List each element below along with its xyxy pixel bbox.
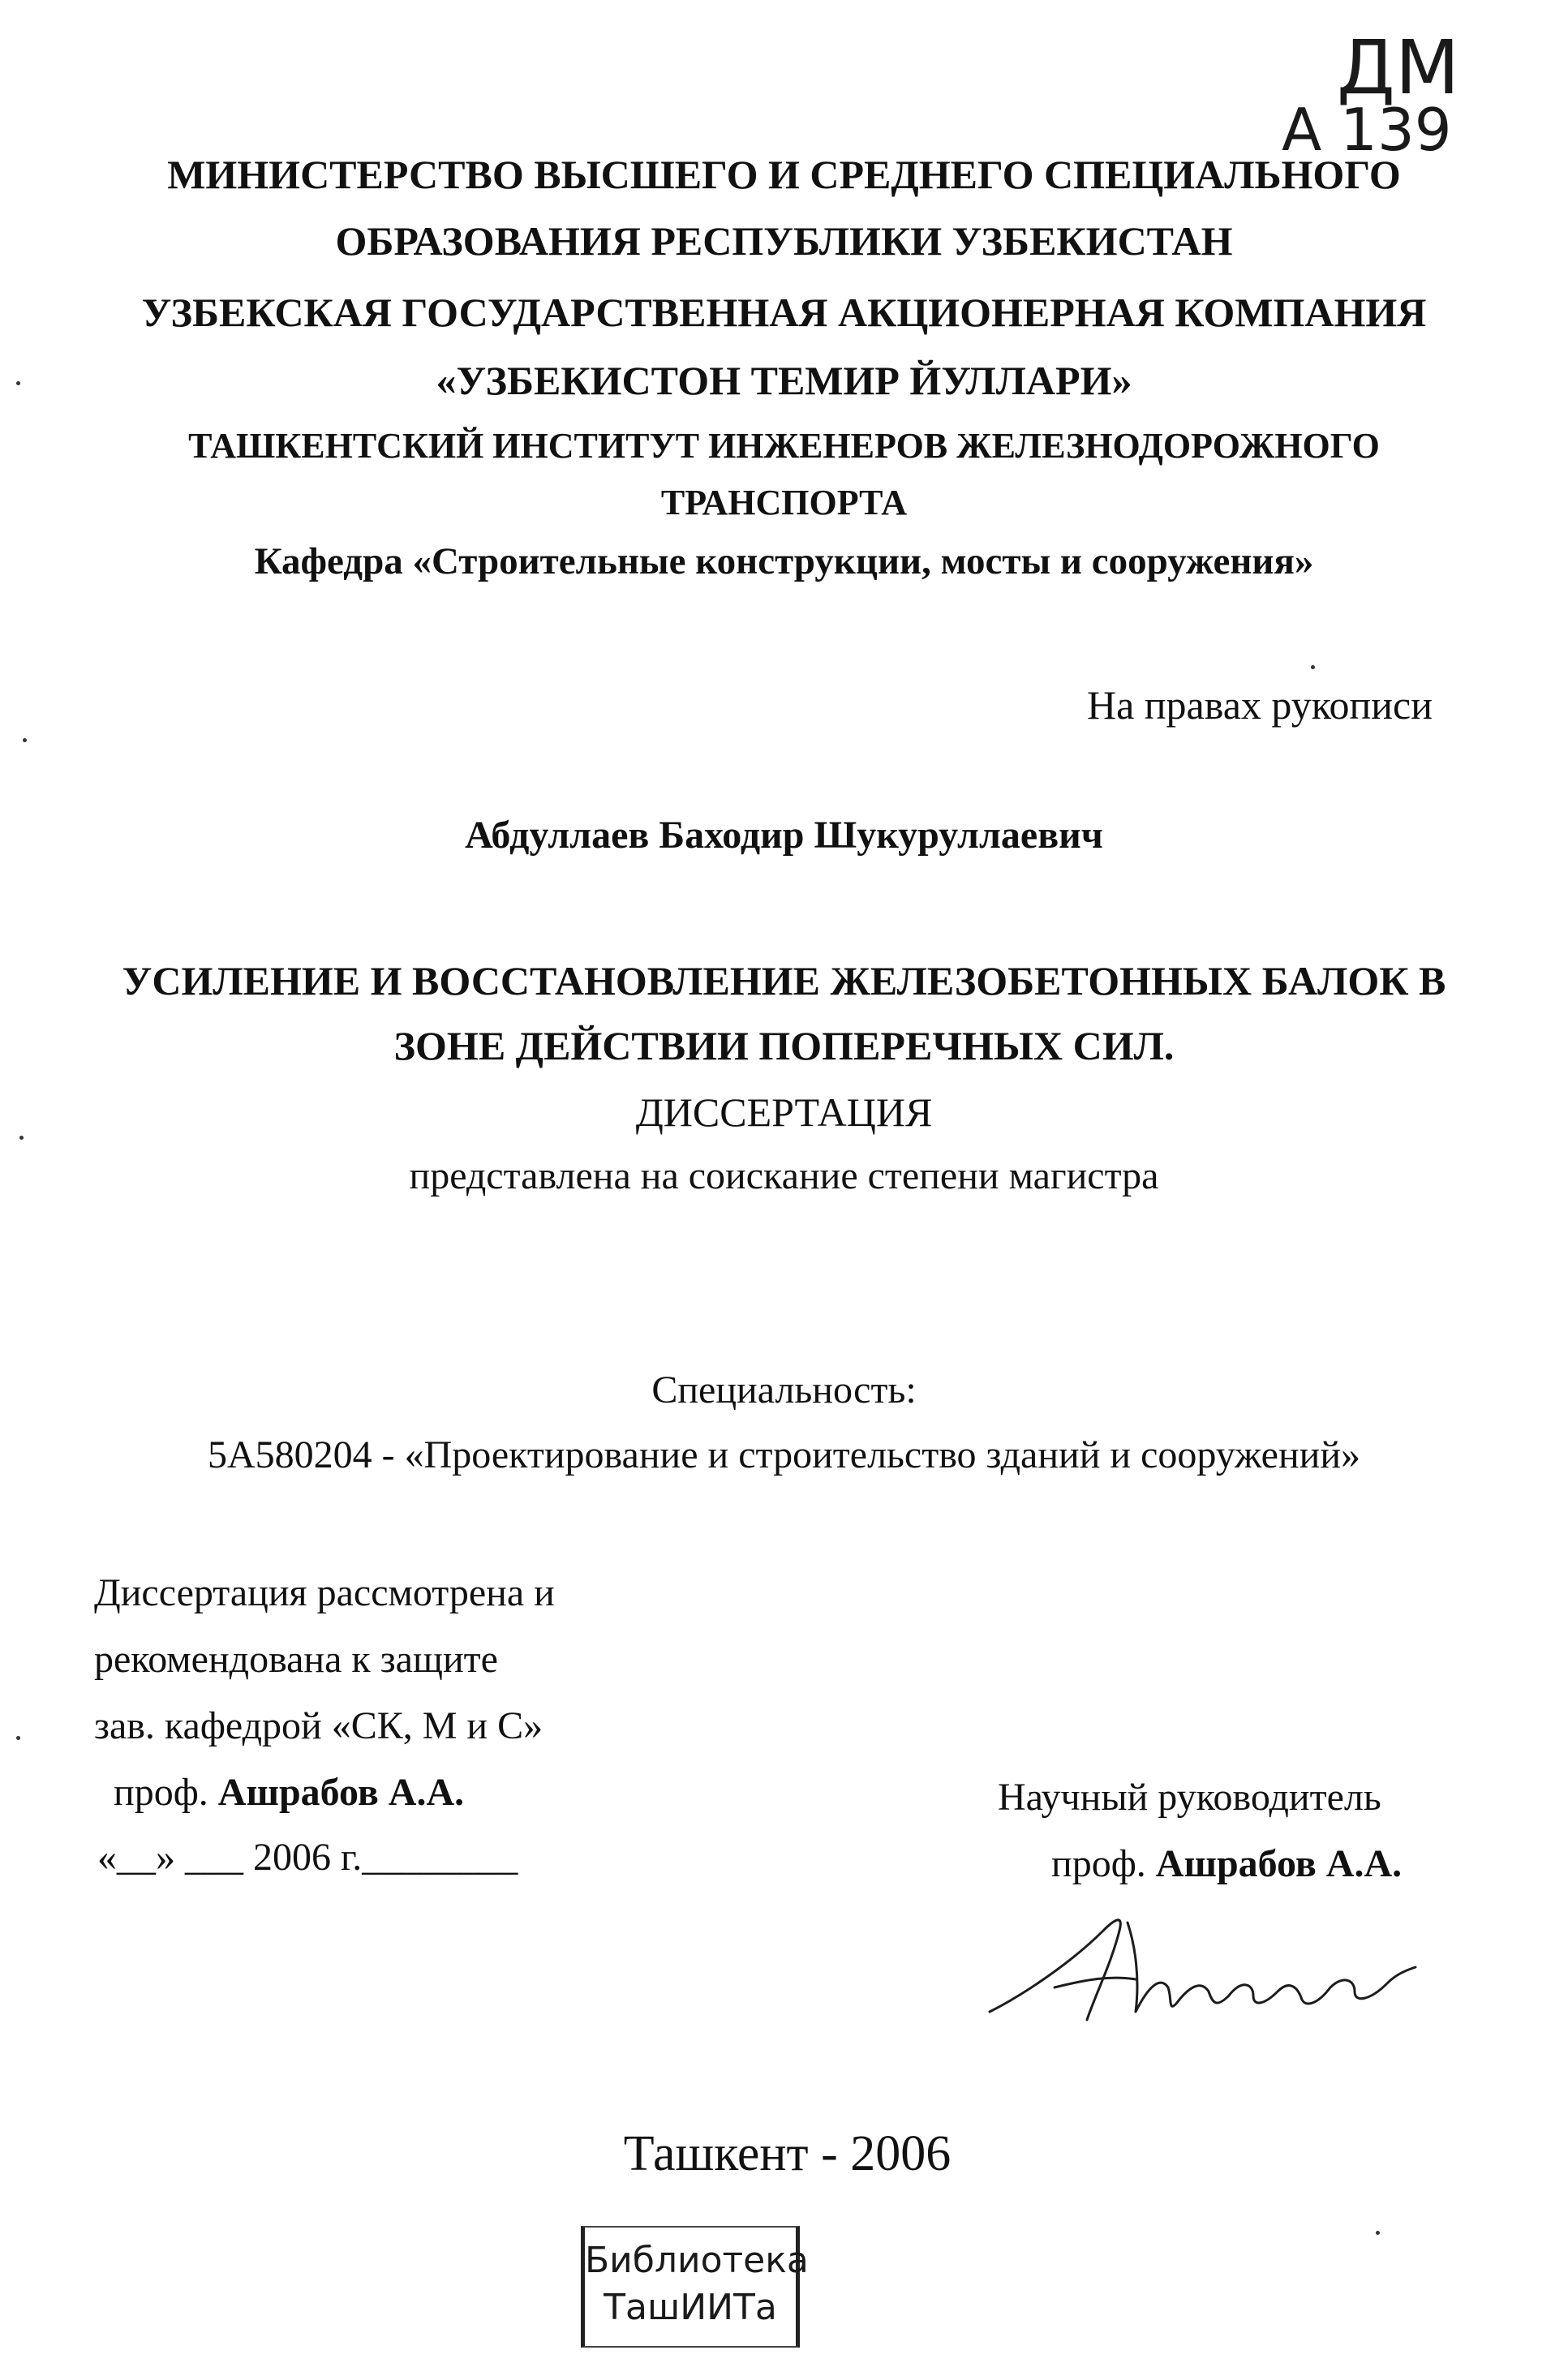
department-head xyxy=(114,1770,464,1815)
approval-date-year: 2006 г. xyxy=(253,1836,363,1879)
approval-signature-blank: ________ xyxy=(362,1836,518,1879)
department-head-name: Ашрабов А.А. xyxy=(217,1771,465,1814)
scan-speck xyxy=(16,381,20,385)
scan-speck xyxy=(1376,2231,1380,2235)
manuscript-note: На правах рукописи xyxy=(1087,682,1433,728)
ministry-line-2: ОБРАЗОВАНИЯ РЕСПУБЛИКИ УЗБЕКИСТАН xyxy=(335,218,1233,264)
library-stamp-line-1: Библиотека xyxy=(585,2240,809,2281)
scan-speck xyxy=(16,1736,20,1740)
author-name: Абдуллаев Баходир Шукуруллаевич xyxy=(465,814,1103,857)
company-line-1: УЗБЕКСКАЯ ГОСУДАРСТВЕННАЯ АКЦИОНЕРНАЯ КОМПАНИЯ xyxy=(141,290,1427,335)
institute-line-2: ТРАНСПОРТА xyxy=(660,483,908,522)
specialty-label: Специальность: xyxy=(651,1368,917,1411)
handwritten-code-bottom: А 139 xyxy=(1282,96,1452,164)
company-line-2: «УЗБЕКИСТОН ТЕМИР ЙУЛЛАРИ» xyxy=(436,358,1132,403)
thesis-title-line-1: УСИЛЕНИЕ И ВОССТАНОВЛЕНИЕ ЖЕЛЕЗОБЕТОННЫХ БАЛОК В xyxy=(122,958,1446,1003)
approval-date-day: «__» xyxy=(97,1836,175,1879)
supervisor xyxy=(1051,1841,1402,1886)
scan-speck xyxy=(1311,665,1315,669)
supervisor-name: Ашрабов А.А. xyxy=(1155,1842,1403,1885)
approval-line-2: рекомендована к защите xyxy=(94,1638,498,1681)
specialty-value: 5A580204 - «Проектирование и строительство зданий и сооружений» xyxy=(207,1433,1361,1476)
department-head-title: проф. xyxy=(114,1771,208,1814)
supervisor-title: проф. xyxy=(1051,1842,1146,1885)
department-line: Кафедра «Строительные конструкции, мосты и сооружения» xyxy=(254,540,1314,582)
city-year: Ташкент - 2006 xyxy=(623,2126,952,2181)
approval-date-month: ___ xyxy=(185,1836,243,1879)
scan-speck xyxy=(19,1136,24,1140)
library-stamp xyxy=(581,2226,809,2348)
thesis-title-line-2: ЗОНЕ ДЕЙСТВИИ ПОПЕРЕЧНЫХ СИЛ. xyxy=(393,1023,1175,1068)
document-type: ДИССЕРТАЦИЯ xyxy=(635,1089,933,1135)
supervisor-signature xyxy=(973,1898,1428,2036)
approval-line-3: зав. кафедрой «СК, М и С» xyxy=(94,1704,543,1747)
supervisor-label: Научный руководитель xyxy=(998,1776,1381,1819)
degree-note: представлена на соискание степени магистра xyxy=(409,1154,1159,1197)
approval-date xyxy=(97,1835,518,1880)
scan-speck xyxy=(23,738,27,742)
ministry-line-1: МИНИСТЕРСТВО ВЫСШЕГО И СРЕДНЕГО СПЕЦИАЛЬНОГО xyxy=(167,152,1401,197)
handwritten-code-top: ДМ xyxy=(1337,24,1460,111)
institute-line-1: ТАШКЕНТСКИЙ ИНСТИТУТ ИНЖЕНЕРОВ ЖЕЛЕЗНОДОРОЖНОГО xyxy=(188,426,1380,466)
approval-line-1: Диссертация рассмотрена и xyxy=(94,1571,555,1614)
library-stamp-line-2: ТашИИТа xyxy=(604,2287,777,2328)
